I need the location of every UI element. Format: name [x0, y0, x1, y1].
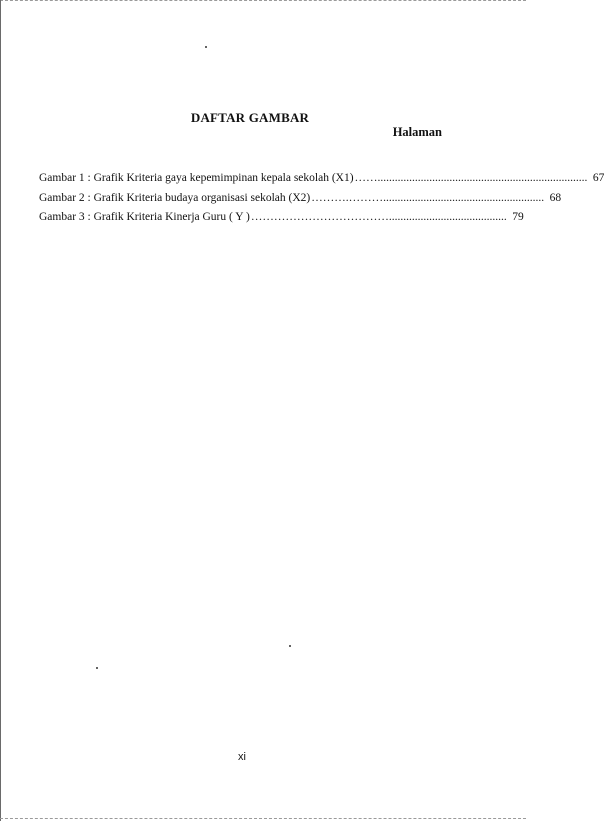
figure-label: Gambar 1 :: [39, 172, 91, 184]
dot-leader: ……………………………….........................................: [250, 211, 507, 223]
figure-entry: [39, 172, 604, 192]
page-number: xi: [238, 751, 246, 763]
scan-speck: [289, 645, 291, 647]
dot-leader: …….........................................................................: [354, 172, 588, 184]
scan-speck: [205, 46, 207, 48]
figure-label: Gambar 2 :: [39, 191, 91, 204]
figure-list: [39, 172, 604, 231]
scan-speck: [96, 667, 98, 669]
figure-entry: [39, 191, 562, 212]
page-title: DAFTAR GAMBAR: [190, 110, 310, 125]
figure-label: Gambar 3 :: [39, 211, 91, 223]
figure-page-number: 68: [549, 191, 562, 204]
figure-page-number: 67: [592, 172, 604, 184]
figure-caption: Grafik Kriteria gaya kepemimpinan kepala sekolah (X1): [93, 172, 354, 184]
scan-edge-top: [0, 0, 526, 4]
figure-caption: Grafik Kriteria budaya organisasi sekolah (X2): [93, 191, 311, 204]
figure-page-number: 79: [512, 211, 524, 223]
dot-leader: ……….………........................................................: [311, 191, 545, 204]
figure-caption: Grafik Kriteria Kinerja Guru ( Y ): [93, 211, 250, 223]
scan-edge-bottom: [0, 817, 526, 819]
page-column-header: Halaman: [392, 125, 442, 139]
figure-entry: [39, 211, 524, 231]
